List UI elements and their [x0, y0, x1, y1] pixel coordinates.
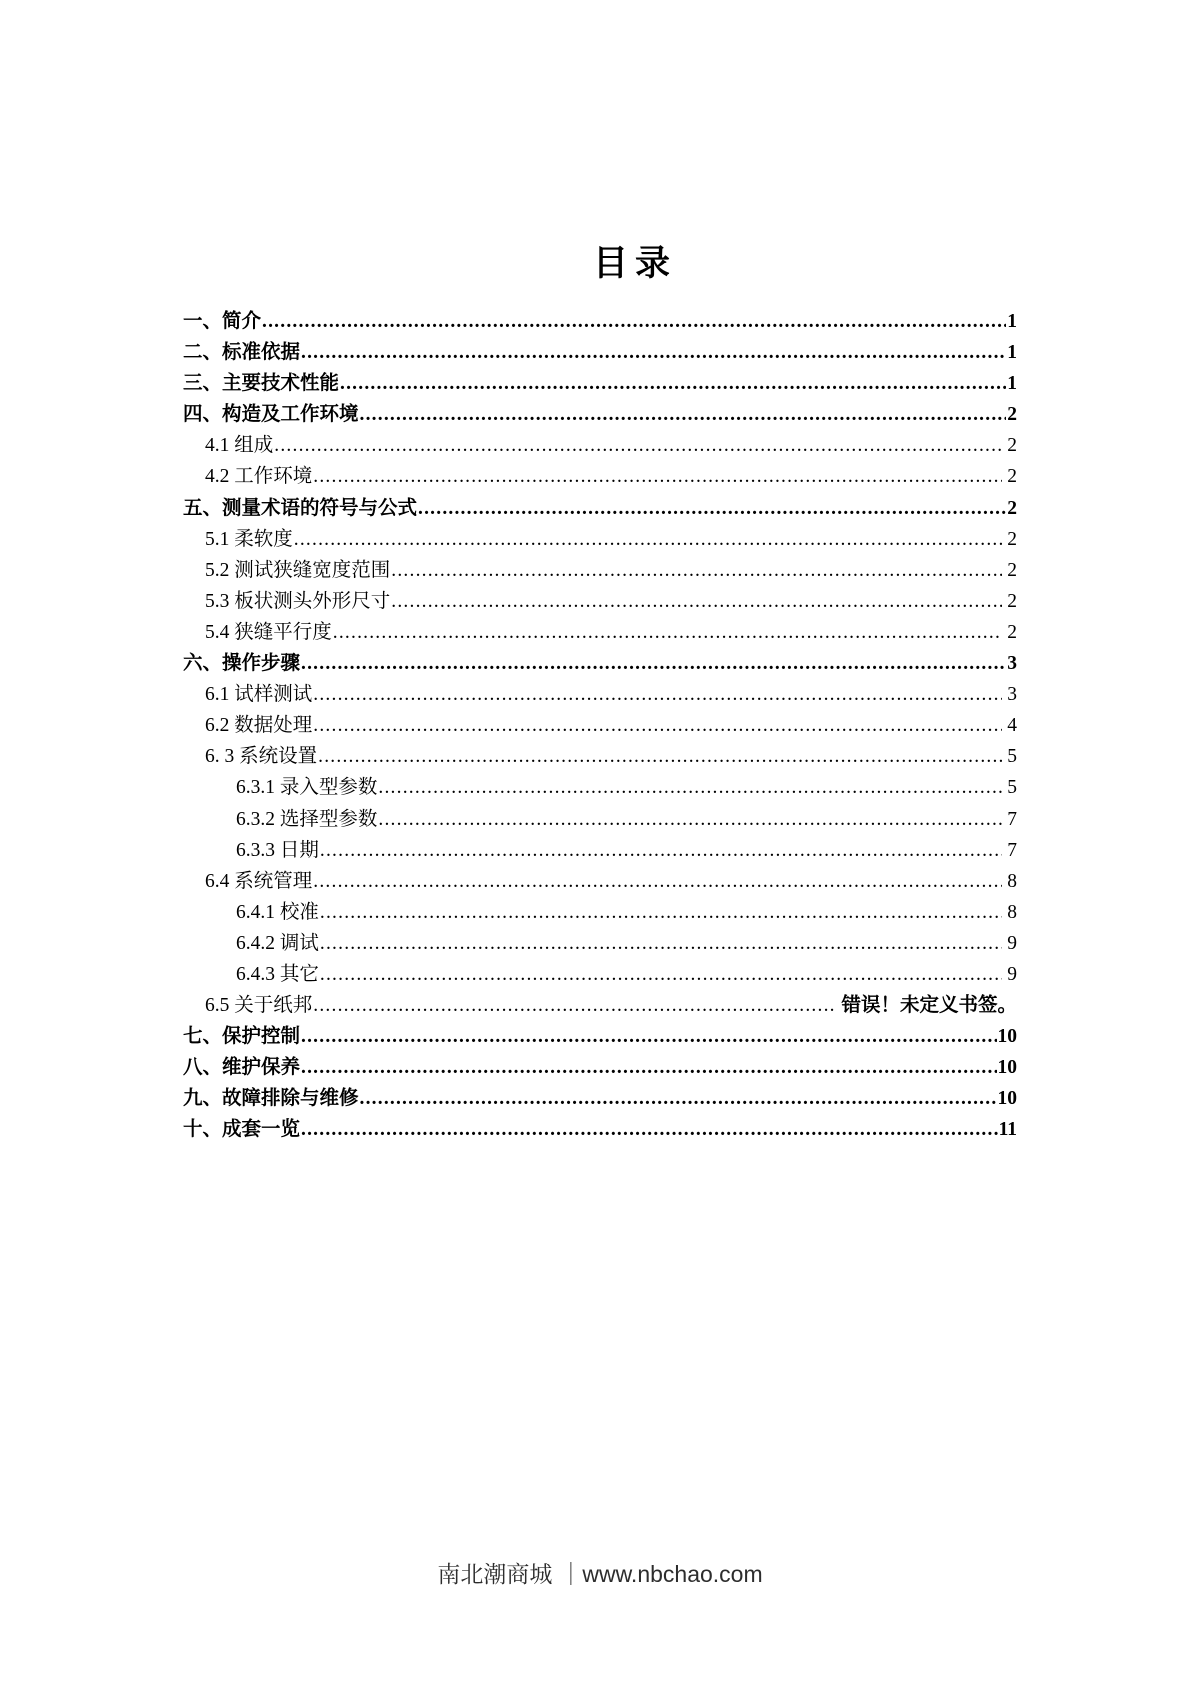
toc-entry[interactable] [183, 679, 1017, 710]
toc-entry-page: 2 [1007, 621, 1017, 643]
toc-entry[interactable] [183, 524, 1017, 555]
toc-entry-page: 2 [1007, 559, 1017, 581]
toc-entry[interactable] [183, 1083, 1017, 1114]
toc-entry-label: 三、主要技术性能 [183, 373, 340, 395]
page-footer [0, 1558, 1200, 1590]
toc-entry-page: 1 [1007, 342, 1017, 364]
toc-entry-label: 八、维护保养 [183, 1057, 301, 1079]
toc-entry[interactable] [183, 928, 1017, 959]
toc-entry-page: 11 [998, 1119, 1017, 1141]
toc-entry-page: 2 [1007, 497, 1017, 519]
toc-entry-page: 9 [1007, 963, 1017, 985]
toc-entry-page: 1 [1007, 373, 1017, 395]
dot-leader [313, 679, 1002, 710]
toc-entry-page: 8 [1007, 870, 1017, 892]
toc-entry[interactable] [183, 866, 1017, 897]
toc-entry-label: 七、保护控制 [183, 1026, 301, 1048]
page-title: 目录 [592, 244, 677, 283]
toc-entry[interactable] [183, 461, 1017, 492]
dot-leader [418, 493, 1006, 524]
toc-entry-label: 4.1 组成 [205, 435, 274, 457]
toc-entry[interactable] [183, 804, 1017, 835]
toc-entry-page: 7 [1007, 808, 1017, 830]
toc-entry[interactable] [183, 710, 1017, 741]
dot-leader [340, 368, 1006, 399]
toc-entry[interactable] [183, 306, 1017, 337]
dot-leader [313, 461, 1002, 492]
toc-entry-label: 4.2 工作环境 [205, 466, 313, 488]
toc-entry[interactable] [183, 772, 1017, 803]
toc-entry-label: 6.5 关于纸邦 [205, 995, 313, 1017]
toc-entry-page: 5 [1007, 746, 1017, 768]
toc-entry-page: 2 [1007, 466, 1017, 488]
dot-leader [301, 337, 1006, 368]
dot-leader [313, 866, 1002, 897]
toc-entry[interactable] [183, 741, 1017, 772]
toc-entry[interactable] [183, 399, 1017, 430]
toc-entry-label: 6.3.1 录入型参数 [236, 777, 378, 799]
toc-entry[interactable] [183, 555, 1017, 586]
toc-entry-label: 6.4 系统管理 [205, 870, 313, 892]
toc-entry-label: 五、测量术语的符号与公式 [183, 497, 418, 519]
footer-site-name: 南北潮商城 [437, 1561, 553, 1587]
footer-url: www.nbchao.com [582, 1561, 763, 1587]
toc-entry-label: 6.4.2 调试 [236, 932, 319, 954]
toc-entry-page: 3 [1007, 684, 1017, 706]
toc-entry-page: 1 [1007, 311, 1017, 332]
toc-entry[interactable] [183, 648, 1017, 679]
dot-leader [313, 710, 1002, 741]
dot-leader [301, 648, 1006, 679]
dot-leader [391, 555, 1002, 586]
dot-leader [333, 617, 1002, 648]
toc-entry-label: 十、成套一览 [183, 1119, 301, 1141]
toc-entry-label: 二、标准依据 [183, 342, 301, 364]
dot-leader [391, 586, 1002, 617]
toc-entry-label: 5.4 狭缝平行度 [205, 621, 332, 643]
toc-entry-page: 8 [1007, 901, 1017, 923]
toc-entry[interactable] [183, 337, 1017, 368]
dot-leader [320, 928, 1002, 959]
dot-leader [320, 959, 1002, 990]
dot-leader [360, 1083, 997, 1114]
toc-entry-page: 2 [1007, 435, 1017, 457]
toc-entry-label: 6.3.2 选择型参数 [236, 808, 378, 830]
dot-leader [318, 741, 1002, 772]
dot-leader [301, 1021, 996, 1052]
toc-entry-page: 错误！未定义书签。 [841, 995, 1017, 1017]
toc-entry[interactable] [183, 617, 1017, 648]
dot-leader [360, 399, 1007, 430]
toc-entry[interactable] [183, 959, 1017, 990]
toc-entry-label: 一、简介 [183, 311, 262, 332]
dot-leader [320, 897, 1002, 928]
toc-entry-page: 3 [1007, 653, 1017, 675]
toc-entry[interactable] [183, 897, 1017, 928]
toc-entry-label: 6.3.3 日期 [236, 839, 319, 861]
toc-entry-page: 2 [1007, 528, 1017, 550]
footer-separator: ｜ [559, 1561, 583, 1587]
toc-entry-page: 10 [997, 1088, 1017, 1110]
dot-leader [313, 990, 836, 1021]
toc-entry-page: 10 [997, 1057, 1017, 1079]
toc-entry-label: 6.4.1 校准 [236, 901, 319, 923]
toc-entry-page: 9 [1007, 932, 1017, 954]
toc-entry[interactable] [183, 990, 1017, 1021]
toc-entry-label: 5.3 板状测头外形尺寸 [205, 590, 391, 612]
toc-entry-label: 5.2 测试狭缝宽度范围 [205, 559, 391, 581]
dot-leader [301, 1114, 998, 1145]
toc-entry[interactable] [183, 430, 1017, 461]
toc-entry-label: 6. 3 系统设置 [205, 746, 318, 768]
dot-leader [301, 1052, 996, 1083]
toc-entry-page: 7 [1007, 839, 1017, 861]
toc-entry[interactable] [183, 1114, 1017, 1145]
dot-leader [274, 430, 1002, 461]
toc-entry-label: 6.4.3 其它 [236, 963, 319, 985]
toc-entry-page: 2 [1007, 590, 1017, 612]
toc-entry-label: 6.1 试样测试 [205, 684, 313, 706]
dot-leader [378, 804, 1002, 835]
toc-entry-label: 6.2 数据处理 [205, 715, 313, 737]
toc-entry[interactable] [183, 368, 1017, 399]
toc-entry-label: 四、构造及工作环境 [183, 404, 359, 426]
toc-entry-page: 10 [997, 1026, 1017, 1048]
toc-entry-page: 2 [1007, 404, 1017, 426]
dot-leader [378, 772, 1002, 803]
dot-leader [262, 306, 1006, 337]
toc-entry-page: 4 [1007, 715, 1017, 737]
toc-entry-label: 5.1 柔软度 [205, 528, 293, 550]
toc-entry-label: 九、故障排除与维修 [183, 1088, 359, 1110]
toc-entry[interactable] [183, 835, 1017, 866]
toc-entry[interactable] [183, 493, 1017, 524]
dot-leader [294, 524, 1002, 555]
dot-leader [320, 835, 1002, 866]
toc-entry[interactable] [183, 1021, 1017, 1052]
toc-entry[interactable] [183, 1052, 1017, 1083]
toc-entry[interactable] [183, 586, 1017, 617]
toc-entry-page: 5 [1007, 777, 1017, 799]
toc-entry-label: 六、操作步骤 [183, 653, 301, 675]
toc-list [183, 306, 1017, 1146]
